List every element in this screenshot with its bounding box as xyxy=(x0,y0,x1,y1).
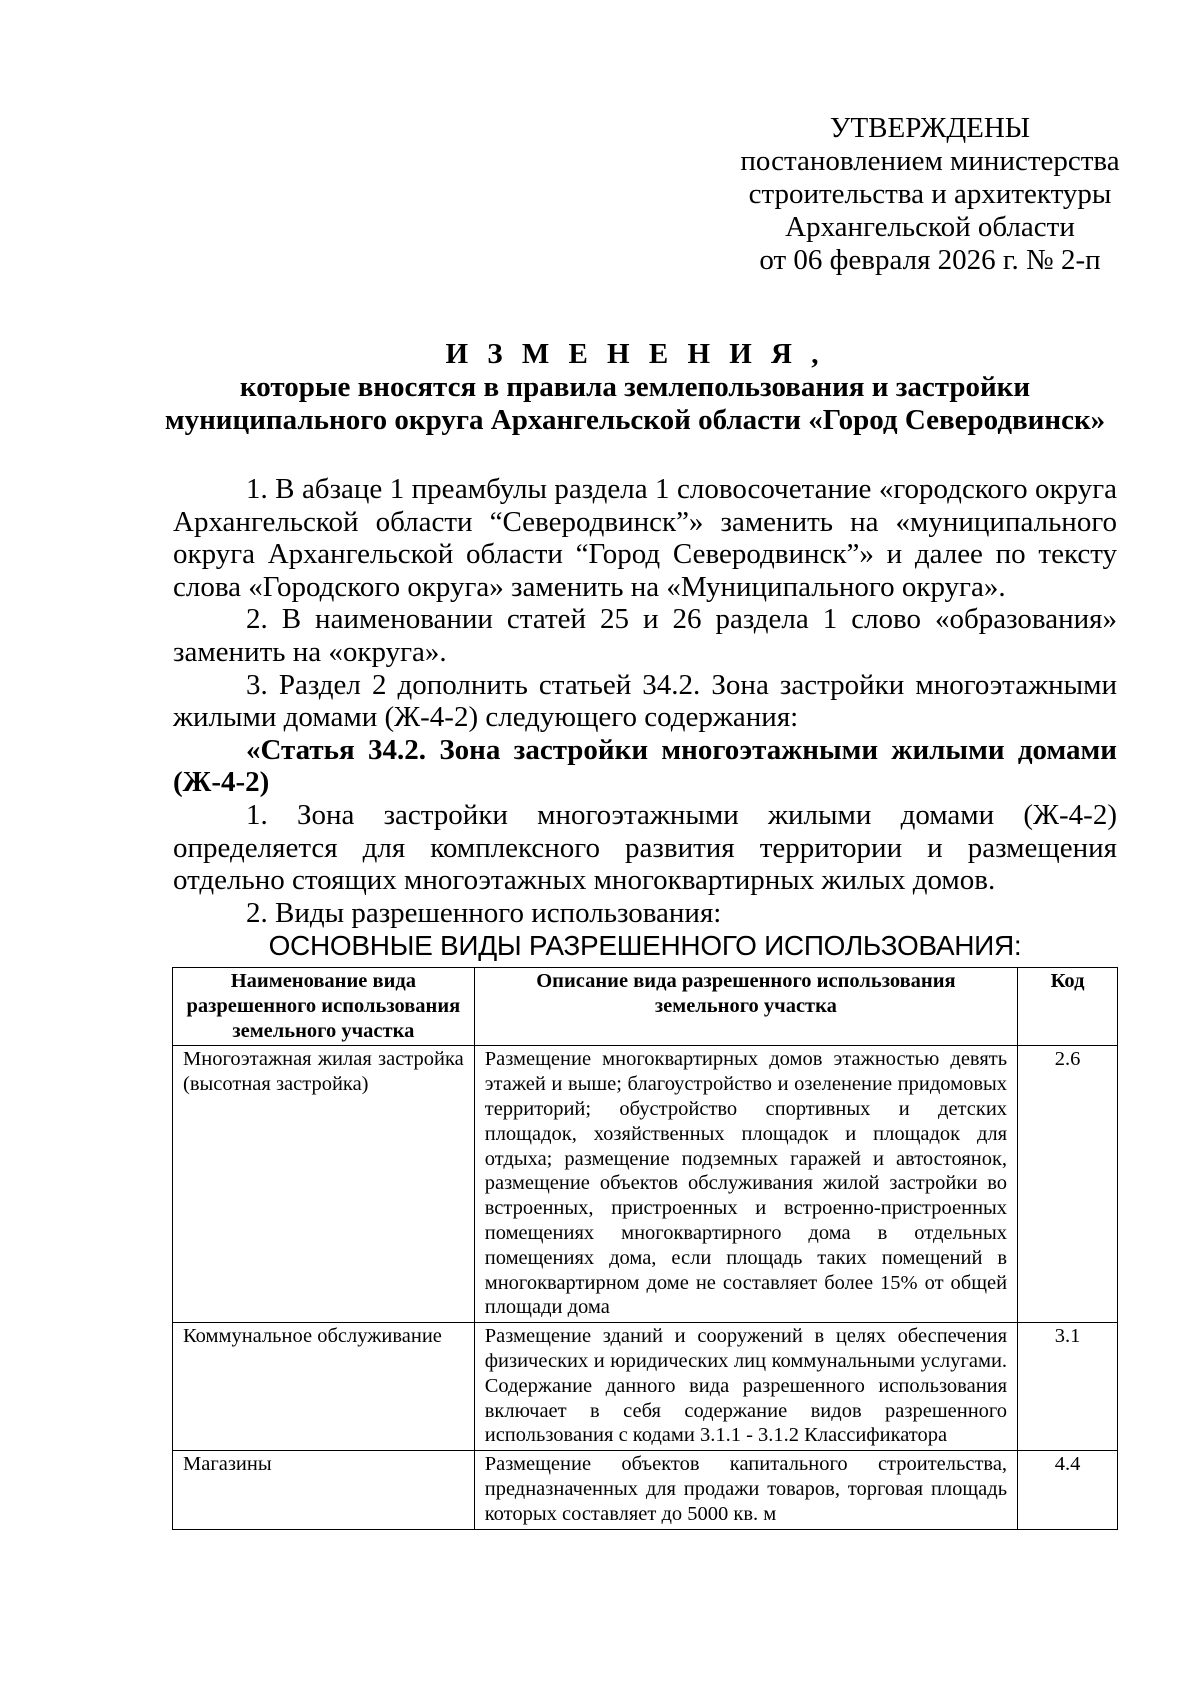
approval-stamp xyxy=(700,112,1160,277)
approval-line: Архангельской области xyxy=(785,211,1075,243)
cell-description: Размещение объектов капитального строительства, предназначенных для продажи товаров, торговая площадь которых составляет до 5000 кв. м xyxy=(474,1451,1017,1529)
document-subtitle-line: которые вносятся в правила землепользования и застройки xyxy=(239,371,1031,403)
cell-code: 4.4 xyxy=(1018,1451,1118,1529)
table-row xyxy=(173,1046,1118,1323)
approval-line: УТВЕРЖДЕНЫ xyxy=(829,112,1031,144)
header-code: Код xyxy=(1018,968,1118,1046)
document-title: И З М Е Н Е Н И Я , xyxy=(445,338,825,370)
document-subtitle-line: муниципального округа Архангельской области «Город Северодвинск» xyxy=(164,404,1106,436)
paragraph-4: 1. Зона застройки многоэтажными жилыми домами (Ж-4-2) определяется для комплексного развития территории и размещения отдельно стоящих многоэтажных многоквартирных жилых домов. xyxy=(173,798,1117,897)
paragraph-3: 3. Раздел 2 дополнить статьей 34.2. Зона застройки многоэтажными жилыми домами (Ж-4-2) следующего содержания: xyxy=(173,668,1117,734)
cell-code: 2.6 xyxy=(1018,1046,1118,1323)
cell-code: 3.1 xyxy=(1018,1323,1118,1451)
cell-name: Магазины xyxy=(173,1451,475,1529)
table-caption: ОСНОВНЫЕ ВИДЫ РАЗРЕШЕННОГО ИСПОЛЬЗОВАНИЯ: xyxy=(268,930,1022,962)
table-header-row xyxy=(173,968,1118,1046)
table-row xyxy=(173,1323,1118,1451)
header-name: Наименование вида разрешенного использования земельного участка xyxy=(173,968,475,1046)
approval-line: строительства и архитектуры xyxy=(748,178,1112,210)
approval-line: постановлением министерства xyxy=(740,145,1120,177)
approval-line: от 06 февраля 2026 г. № 2-п xyxy=(759,244,1101,276)
table-row xyxy=(173,1451,1118,1529)
document-body xyxy=(173,473,1117,962)
paragraph-1: 1. В абзаце 1 преамбулы раздела 1 словосочетание «городского округа Архангельской области “Северодвинск”» заменить на «муниципального округа Архангельской области “Город Северодвинск”» и далее по тексту слова «Городского округа» заменить на «Муниципального округа». xyxy=(173,473,1117,603)
document-heading xyxy=(150,338,1120,437)
permitted-use-table xyxy=(172,967,1118,1530)
paragraph-5: 2. Виды разрешенного использования: xyxy=(246,896,722,929)
header-description: Описание вида разрешенного использования земельного участка xyxy=(474,968,1017,1046)
paragraph-2: 2. В наименовании статей 25 и 26 раздела 1 слово «образования» заменить на «округа». xyxy=(173,603,1117,668)
cell-description: Размещение зданий и сооружений в целях обеспечения физических и юридических лиц коммунальными услугами. Содержание данного вида разрешенного использования включает в себя содержание видов разрешенного использования с кодами 3.1.1 - 3.1.2 Классификатора xyxy=(474,1323,1017,1451)
cell-name: Коммунальное обслуживание xyxy=(173,1323,475,1451)
cell-name: Многоэтажная жилая застройка (высотная застройка) xyxy=(173,1046,475,1323)
article-title: «Статья 34.2. Зона застройки многоэтажными жилыми домами (Ж-4-2) xyxy=(173,733,1117,799)
cell-description: Размещение многоквартирных домов этажностью девять этажей и выше; благоустройство и озеленение придомовых территорий; обустройство спортивных и детских площадок, хозяйственных площадок и площадок для отдыха; размещение подземных гаражей и автостоянок, размещение объектов обслуживания жилой застройки во встроенных, пристроенных и встроенно-пристроенных помещениях многоквартирного дома в отдельных помещениях дома, если площадь таких помещений в многоквартирном доме не составляет более 15% от общей площади дома xyxy=(474,1046,1017,1323)
